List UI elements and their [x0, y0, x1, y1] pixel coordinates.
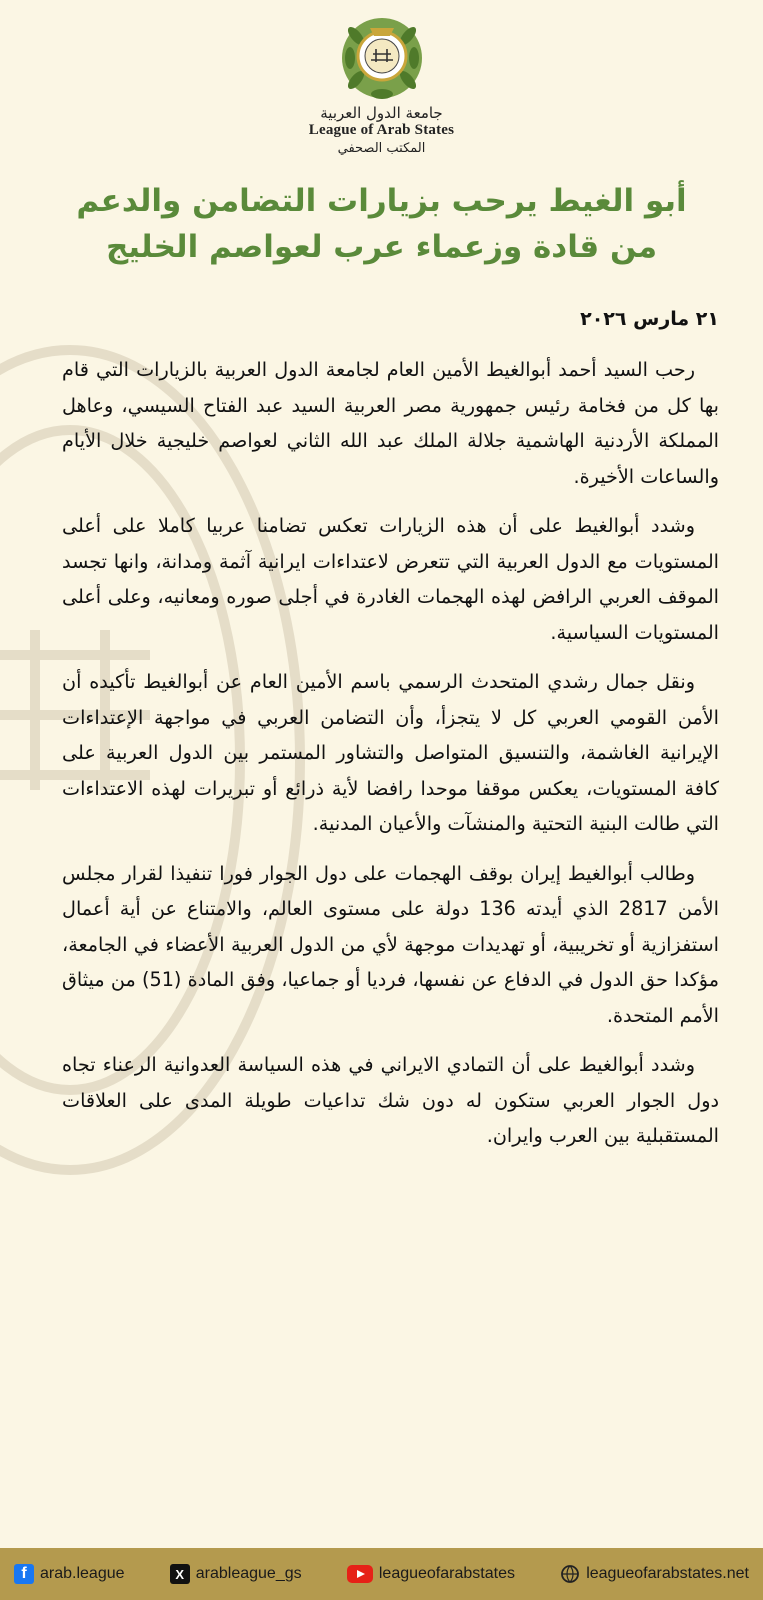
- website-link[interactable]: [560, 1564, 749, 1584]
- x-icon: X: [170, 1564, 190, 1584]
- youtube-link[interactable]: [347, 1565, 515, 1583]
- article-title-line-2: من قادة وزعماء عرب لعواصم الخليج: [105, 229, 658, 265]
- paragraph-1: رحب السيد أحمد أبوالغيط الأمين العام لجامعة الدول العربية بالزيارات التي قام بها كل من فخامة رئيس جمهورية مصر العربية السيد عبد الفتاح السيسي، وعاهل المملكة الأردنية الهاشمية جلالة الملك عبد الله الثاني لعواصم خليجية خلال الأيام والساعات الأخيرة.: [62, 358, 719, 488]
- organization-name-arabic: جامعة الدول العربية: [320, 104, 443, 122]
- article-title-line-1: أبو الغيط يرحب بزيارات التضامن والدعم: [76, 183, 687, 219]
- article-title: [20, 178, 743, 270]
- globe-icon: [560, 1564, 580, 1584]
- letterhead: [0, 0, 763, 156]
- facebook-link[interactable]: [14, 1564, 125, 1584]
- social-footer: [0, 1548, 763, 1600]
- paragraph-4: وطالب أبوالغيط إيران بوقف الهجمات على دول الجوار فورا تنفيذا لقرار مجلس الأمن 2817 الذي أيدته 136 دولة على مستوى العالم، والامتناع عن أية أعمال استفزازية أو تخريبية، أو تهديدات موجهة لأي من الدول العربية الأعضاء في الجامعة، مؤكدا حق الدول في الدفاع عن نفسها، فرديا أو جماعيا، وفق المادة (51) من ميثاق الأمم المتحدة.: [62, 861, 719, 1027]
- facebook-icon: f: [14, 1564, 34, 1584]
- organization-name-english: League of Arab States: [308, 122, 455, 138]
- youtube-icon: [347, 1565, 373, 1583]
- paragraph-3: ونقل جمال رشدي المتحدث الرسمي باسم الأمين العام عن أبوالغيط تأكيده أن الأمن القومي العربي كل لا يتجزأ، وأن التضامن العربي في مواجهة الإعتداءات الإيرانية الغاشمة، والتنسيق المتواصل والتشاور المستمر بين الدول العربية على كافة المستويات، يعكس موقفا موحدا رافضا لأية ذرائع أو تبريرات لهذه الاعتداءات التي طالت البنية التحتية والمنشآت والأعيان المدنية.: [62, 670, 719, 835]
- arab-league-emblem-icon: [340, 16, 424, 100]
- x-handle: arableague_gs: [195, 1565, 302, 1582]
- article-body: [62, 352, 719, 1154]
- facebook-handle: arab.league: [40, 1565, 125, 1582]
- paragraph-5: وشدد أبوالغيط على أن التمادي الايراني في هذه السياسة العدوانية الرعناء تجاه دول الجوار العربي ستكون له دون شك تداعيات طويلة المدى على العلاقات المستقبلية بين العرب وايران.: [62, 1053, 719, 1147]
- x-link[interactable]: [170, 1564, 302, 1584]
- website-url: leagueofarabstates.net: [586, 1565, 749, 1582]
- paragraph-2: وشدد أبوالغيط على أن هذه الزيارات تعكس تضامنا عربيا كاملا على أعلى المستويات مع الدول العربية التي تتعرض لاعتداءات ايرانية آثمة ومدانة، وانها تجسد الموقف العربي الرافض لهذه الهجمات الغادرة في أجلى صوره ومعانيه، وعلى أعلى المستويات السياسية.: [62, 514, 719, 644]
- youtube-handle: leagueofarabstates: [378, 1565, 515, 1582]
- press-office-label: المكتب الصحفي: [337, 141, 426, 156]
- article-date: ٢١ مارس ٢٠٢٦: [580, 308, 719, 330]
